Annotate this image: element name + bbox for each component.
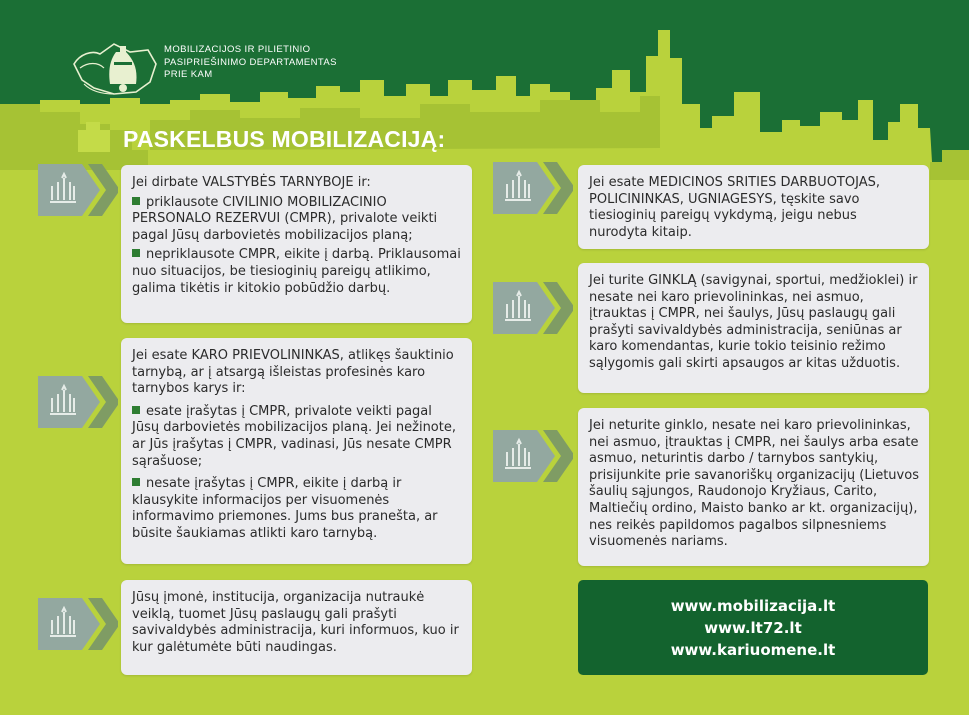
- volunteer-text: Jei neturite ginklo, nesate nei karo prievolininkas, nei asmuo, įtrauktas į CMPR, nei šaulys arba esate asmuo, neturintis darbo / tarnybos santykių, prisijunkite prie savanoriškų organizacijų (Lietuvos šaulių sąjungos, Raudonojo Kryžiaus, Carito, Maltiečių ordino, Maisto banko ar kt. organizacijų), nes reikės papildomos pagalbos silpnesniems visuomenės nariams.: [589, 418, 919, 550]
- company-card: [121, 580, 472, 675]
- links-box: [578, 580, 928, 675]
- building-icon: [38, 376, 118, 428]
- bullet-text: nesate įrašytas į CMPR, eikite į darbą ir klausykite informacijos per visuomenės informavimo priemones. Jums bus pranešta, ar būsite šaukiamas atlikti karo tarnybą.: [132, 476, 438, 541]
- building-icon: [38, 164, 118, 216]
- page-title: PASKELBUS MOBILIZACIJĄ:: [123, 126, 446, 152]
- department-line-3: PRIE KAM: [164, 69, 213, 80]
- department-line-2: PASIPRIEŠINIMO DEPARTAMENTAS: [164, 56, 337, 68]
- state-service-bullet-1: [132, 195, 462, 245]
- link-lt72[interactable]: www.lt72.lt: [704, 618, 802, 637]
- state-service-intro: Jei dirbate VALSTYBĖS TARNYBOJE ir:: [132, 175, 371, 190]
- volunteer-card: [578, 408, 929, 566]
- department-line-1: MOBILIZACIJOS IR PILIETINIO: [164, 44, 311, 55]
- building-icon: [493, 162, 573, 214]
- link-mobilizacija[interactable]: www.mobilizacija.lt: [670, 596, 836, 615]
- conscript-bullet-1: [132, 404, 462, 470]
- building-icon: [38, 598, 118, 650]
- state-service-card: [121, 165, 472, 323]
- bullet-square-icon: [132, 197, 140, 205]
- state-service-bullet-2: [132, 247, 462, 297]
- weapon-text: Jei turite GINKLĄ (savigynai, sportui, medžioklei) ir nesate nei karo prievolininkas, nei asmuo, įtrauktas į CMPR, nei šaulys, Jūsų paslaugų gali prašyti savivaldybės administracija, seniūnas ar karo komendantas, kurie tokio teisinio režimo sąlygomis gali skirti apsaugos ar kitas užduotis.: [589, 273, 918, 371]
- bullet-text: priklausote CIVILINIO MOBILIZACINIO PERSONALO REZERVUI (CMPR), privalote veikti pagal Jūsų darbovietės mobilizacijos planą;: [132, 194, 438, 243]
- building-icon: [493, 282, 573, 334]
- weapon-card: [578, 263, 929, 393]
- conscript-card: [121, 338, 472, 564]
- bullet-text: esate įrašytas į CMPR, privalote veikti pagal Jūsų darbovietės mobilizacijos planą. Jei nežinote, ar Jūs įrašytas į CMPR, vadinasi, Jūs nesate CMPR sąrašuose;: [132, 403, 456, 469]
- department-name: [164, 44, 337, 82]
- emblem-logo-icon: [70, 34, 160, 98]
- bullet-square-icon: [132, 406, 140, 414]
- medical-card: [578, 165, 929, 249]
- conscript-intro: Jei esate KARO PRIEVOLININKAS, atlikęs šauktinio tarnybą, ar į atsargą išleistas profesinės karo tarnybos karys ir:: [132, 348, 454, 397]
- building-icon: [493, 430, 573, 482]
- conscript-bullet-2: [132, 476, 462, 542]
- company-text: Jūsų įmonė, institucija, organizacija nutraukė veiklą, tuomet Jūsų paslaugų gali prašyti savivaldybės administracija, kuri informuos, kuo ir kur galėtumėte būti naudingas.: [132, 590, 459, 655]
- link-kariuomene[interactable]: www.kariuomene.lt: [670, 640, 836, 659]
- bullet-square-icon: [132, 478, 140, 486]
- medical-text: Jei esate MEDICINOS SRITIES DARBUOTOJAS, POLICININKAS, UGNIAGESYS, tęskite savo tiesioginių pareigų vykdymą, jeigu nebus nurodyta kitaip.: [589, 175, 880, 240]
- bullet-square-icon: [132, 249, 140, 257]
- bullet-text: nepriklausote CMPR, eikite į darbą. Priklausomai nuo situacijos, be tiesioginių pareigų atlikimo, galima tikėtis ir kitokio pobūdžio darbų.: [132, 247, 461, 296]
